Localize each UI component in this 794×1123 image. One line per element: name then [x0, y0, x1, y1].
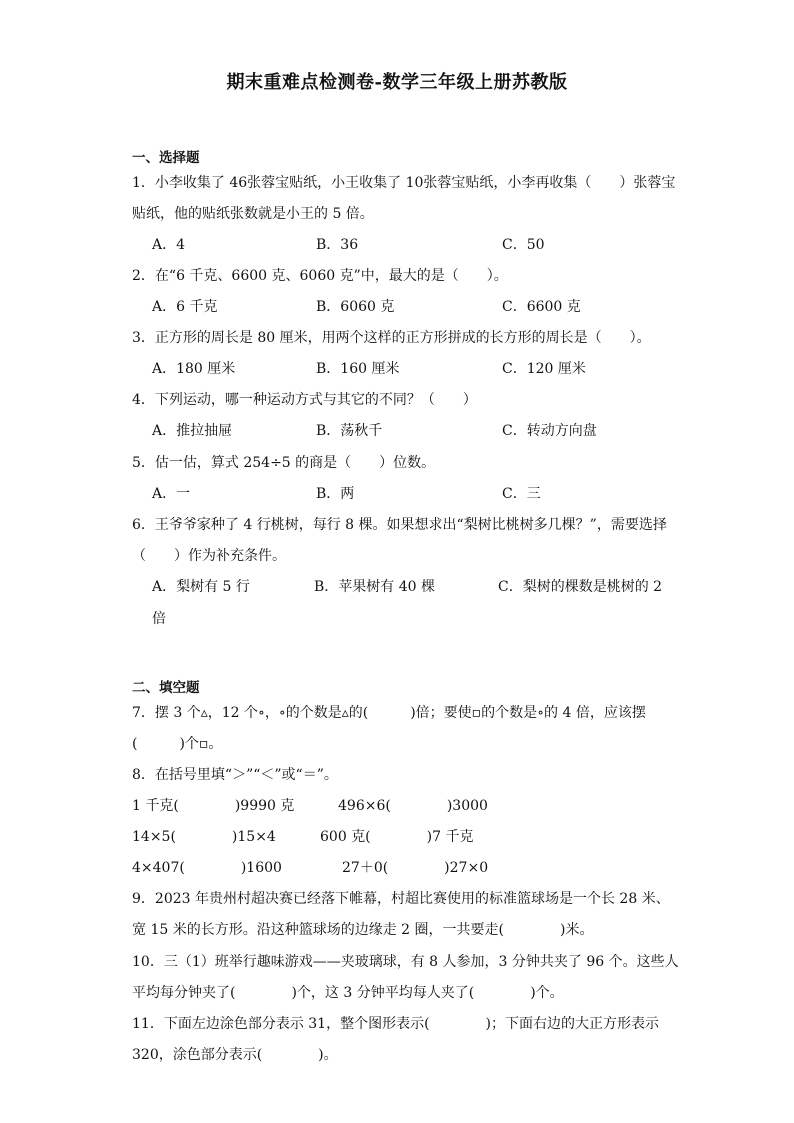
- question-5-option-c: C．三: [502, 486, 541, 502]
- question-4-option-b: B．荡秋千: [316, 423, 383, 439]
- question-6-text-cont: （ ）作为补充条件。: [132, 548, 286, 564]
- question-11-text-cont: 320，涂色部分表示( )。: [132, 1047, 338, 1063]
- question-11-text: 11．下面左边涂色部分表示 31，整个图形表示( )；下面右边的大正方形表示: [132, 1016, 660, 1032]
- question-8-item-6: 27＋0( )27×0: [342, 860, 489, 876]
- question-8-item-1: 1 千克( )9990 克: [132, 798, 295, 814]
- question-7-text-cont: ( )个▫。: [132, 736, 223, 752]
- question-8-item-5: 4×407( )1600: [132, 860, 282, 876]
- question-6-text: 6．王爷爷家种了 4 行桃树，每行 8 棵。如果想求出“梨树比桃树多几棵？”，需要选择: [132, 517, 667, 533]
- question-3-option-c: C．120 厘米: [502, 361, 586, 377]
- question-8-item-4: 600 克( )7 千克: [320, 829, 474, 845]
- question-2-option-a: A．6 千克: [152, 299, 218, 315]
- question-5-option-a: A．一: [152, 486, 191, 502]
- question-3-option-a: A．180 厘米: [152, 361, 236, 377]
- question-5-option-b: B．两: [316, 486, 355, 502]
- section-heading-fill: 二、填空题: [132, 680, 200, 696]
- question-2-option-c: C．6600 克: [502, 299, 581, 315]
- question-9-text-cont: 宽 15 米的长方形。沿这种篮球场的边缘走 2 圈，一共要走( )米。: [132, 922, 594, 938]
- question-6-option-c: C．梨树的棵数是桃树的 2: [498, 579, 663, 595]
- question-1-text-cont: 贴纸，他的贴纸张数就是小王的 5 倍。: [132, 206, 374, 222]
- question-6-option-b: B．苹果树有 40 棵: [314, 579, 436, 595]
- question-1-option-a: A．4: [152, 237, 186, 253]
- question-1-text: 1．小李收集了 46张蓉宝贴纸，小王收集了 10张蓉宝贴纸，小李再收集（ ）张蓉宝: [132, 175, 676, 191]
- question-4-option-a: A．推拉抽屉: [152, 423, 233, 439]
- question-6-option-a: A．梨树有 5 行: [152, 579, 250, 595]
- question-4-option-c: C．转动方向盘: [502, 423, 597, 439]
- question-6-option-c-cont: 倍: [152, 611, 166, 627]
- question-3-text: 3．正方形的周长是 80 厘米，用两个这样的正方形拼成的长方形的周长是（ ）。: [132, 330, 651, 346]
- question-2-text: 2．在“6 千克、6600 克、6060 克”中，最大的是（ ）。: [132, 268, 508, 284]
- question-9-text: 9．2023 年贵州村超决赛已经落下帷幕，村超比赛使用的标准篮球场是一个长 28 米、: [132, 891, 670, 907]
- section-heading-choice: 一、选择题: [132, 150, 200, 166]
- question-4-text: 4．下列运动，哪一种运动方式与其它的不同？（ ）: [132, 392, 477, 408]
- question-8-text: 8．在括号里填“＞”“＜”或“＝”。: [132, 767, 338, 783]
- question-10-text-cont: 平均每分钟夹了( )个，这 3 分钟平均每人夹了( )个。: [132, 985, 564, 1001]
- page-title: 期末重难点检测卷-数学三年级上册苏教版: [226, 72, 568, 93]
- question-7-text: 7．摆 3 个▵，12 个∘，∘的个数是▵的( )倍；要使▫的个数是∘的 4 倍，应该摆: [132, 705, 646, 721]
- question-3-option-b: B．160 厘米: [316, 361, 400, 377]
- question-2-option-b: B．6060 克: [316, 299, 395, 315]
- question-5-text: 5．估一估，算式 254÷5 的商是（ ）位数。: [132, 455, 436, 471]
- question-1-option-c: C．50: [502, 237, 545, 253]
- question-10-text: 10．三（1）班举行趣味游戏——夹玻璃球，有 8 人参加，3 分钟共夹了 96 个。这些人: [132, 954, 679, 970]
- question-1-option-b: B．36: [316, 237, 359, 253]
- question-8-item-2: 496×6( )3000: [338, 798, 488, 814]
- question-8-item-3: 14×5( )15×4: [132, 829, 276, 845]
